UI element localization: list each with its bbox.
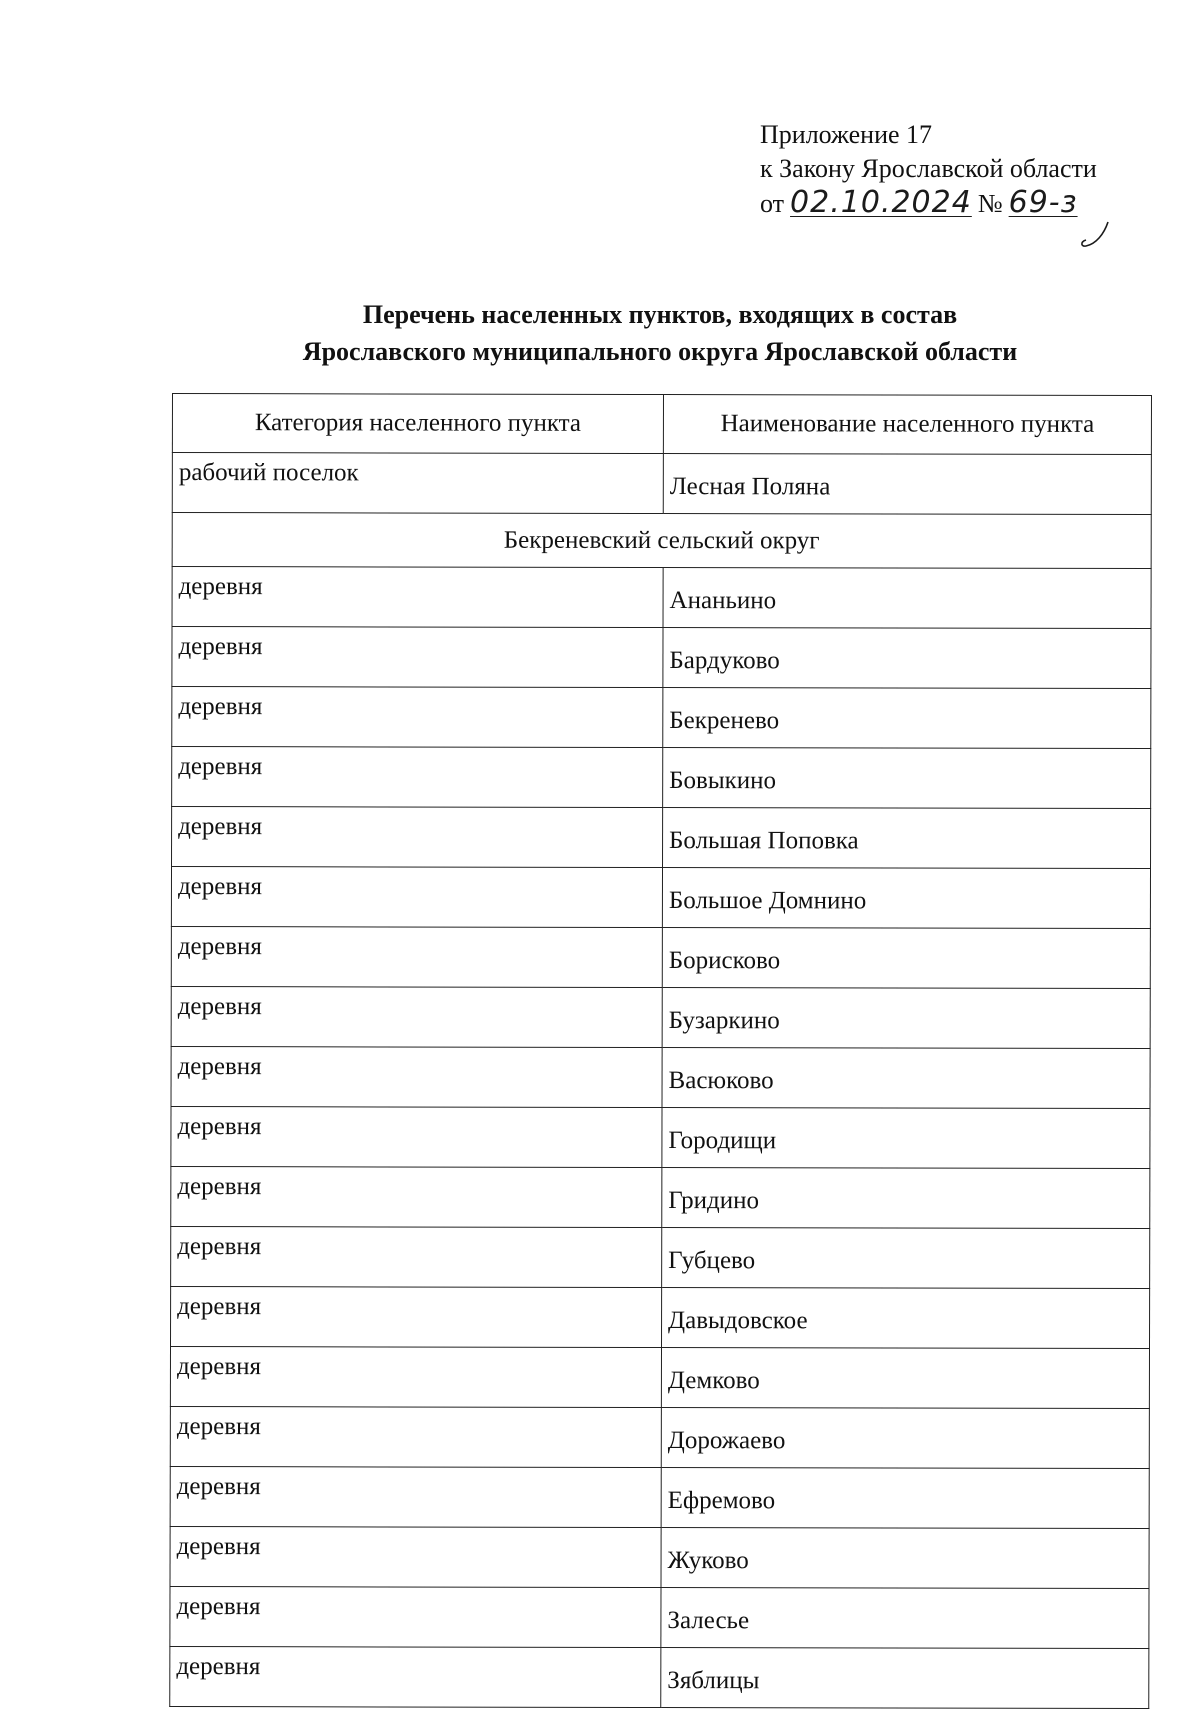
category-cell: деревня [170, 1526, 661, 1587]
name-cell: Большая Поповка [663, 808, 1151, 869]
category-cell: деревня [170, 1646, 661, 1707]
name-cell: Городищи [662, 1108, 1150, 1169]
table-row [172, 567, 1151, 629]
name-cell: Большое Домнино [662, 868, 1150, 929]
handwritten-law-number: 69-з [1008, 185, 1078, 220]
category-cell: деревня [171, 1106, 662, 1167]
name-cell: Борисково [662, 928, 1150, 989]
table-row [170, 1586, 1149, 1648]
category-cell: деревня [171, 926, 662, 987]
group-heading: Бекреневский сельский округ [172, 513, 1151, 569]
name-cell: Демково [661, 1348, 1149, 1409]
appendix-law-reference: к Закону Ярославской области [760, 154, 1097, 183]
name-cell: Бардуково [663, 628, 1151, 689]
name-cell: Залесье [661, 1588, 1149, 1649]
table-row [171, 867, 1150, 929]
category-cell: деревня [170, 1346, 661, 1407]
category-cell: деревня [171, 986, 662, 1047]
table-row [171, 1046, 1150, 1108]
table-row [172, 687, 1151, 749]
name-cell: Бузаркино [662, 988, 1150, 1049]
name-cell: Ананьино [663, 568, 1151, 629]
category-cell: деревня [172, 627, 663, 688]
table-row [171, 1286, 1150, 1348]
category-cell: деревня [172, 807, 663, 868]
number-sign: № [977, 189, 1003, 218]
name-cell: Губцево [662, 1228, 1150, 1289]
category-cell: деревня [171, 1226, 662, 1287]
title-line-1: Перечень населенных пунктов, входящих в состав [362, 300, 958, 329]
table-row [170, 1346, 1149, 1408]
table-row [172, 453, 1151, 515]
appendix-date-line [760, 186, 1097, 232]
handwriting-hook-mark [1078, 220, 1118, 250]
category-cell: деревня [172, 687, 663, 748]
category-cell: деревня [170, 1586, 661, 1647]
header-name: Наименование населенного пункта [663, 395, 1151, 455]
name-cell: Давыдовское [662, 1288, 1150, 1349]
appendix-block [760, 118, 1097, 232]
table-header-row [172, 394, 1151, 455]
date-prefix: от [760, 189, 785, 218]
table-row [172, 627, 1151, 689]
table-row [171, 1106, 1150, 1168]
category-cell: деревня [172, 747, 663, 808]
name-cell: Бовыкино [663, 748, 1151, 809]
name-cell: Зяблицы [661, 1648, 1149, 1709]
category-cell: деревня [172, 567, 663, 628]
handwritten-date: 02.10.2024 [790, 185, 972, 220]
document-title [0, 296, 1200, 370]
appendix-number: Приложение 17 [760, 120, 933, 149]
table-row [171, 926, 1150, 988]
table-row [170, 1646, 1149, 1708]
category-cell: деревня [171, 1286, 662, 1347]
table-row [170, 1466, 1149, 1528]
table-row [171, 1226, 1150, 1288]
name-cell: Бекренево [663, 688, 1151, 749]
category-cell: деревня [171, 867, 662, 928]
table-row [170, 1526, 1149, 1588]
category-cell: деревня [170, 1406, 661, 1467]
category-cell: деревня [171, 1046, 662, 1107]
header-category: Категория населенного пункта [172, 394, 663, 454]
settlements-table [169, 393, 1152, 1709]
table-row [171, 1166, 1150, 1228]
group-row [172, 513, 1151, 569]
name-cell: Лесная Поляна [663, 454, 1151, 515]
table-row [171, 986, 1150, 1048]
table-row [172, 807, 1151, 869]
category-cell: рабочий поселок [172, 453, 663, 514]
table-row [170, 1406, 1149, 1468]
category-cell: деревня [170, 1466, 661, 1527]
category-cell: деревня [171, 1166, 662, 1227]
name-cell: Жуково [661, 1528, 1149, 1589]
title-line-2: Ярославского муниципального округа Ярославской области [302, 337, 1018, 366]
name-cell: Ефремово [661, 1468, 1149, 1529]
table-row [172, 747, 1151, 809]
name-cell: Васюково [662, 1048, 1150, 1109]
name-cell: Гридино [662, 1168, 1150, 1229]
name-cell: Дорожаево [661, 1408, 1149, 1469]
